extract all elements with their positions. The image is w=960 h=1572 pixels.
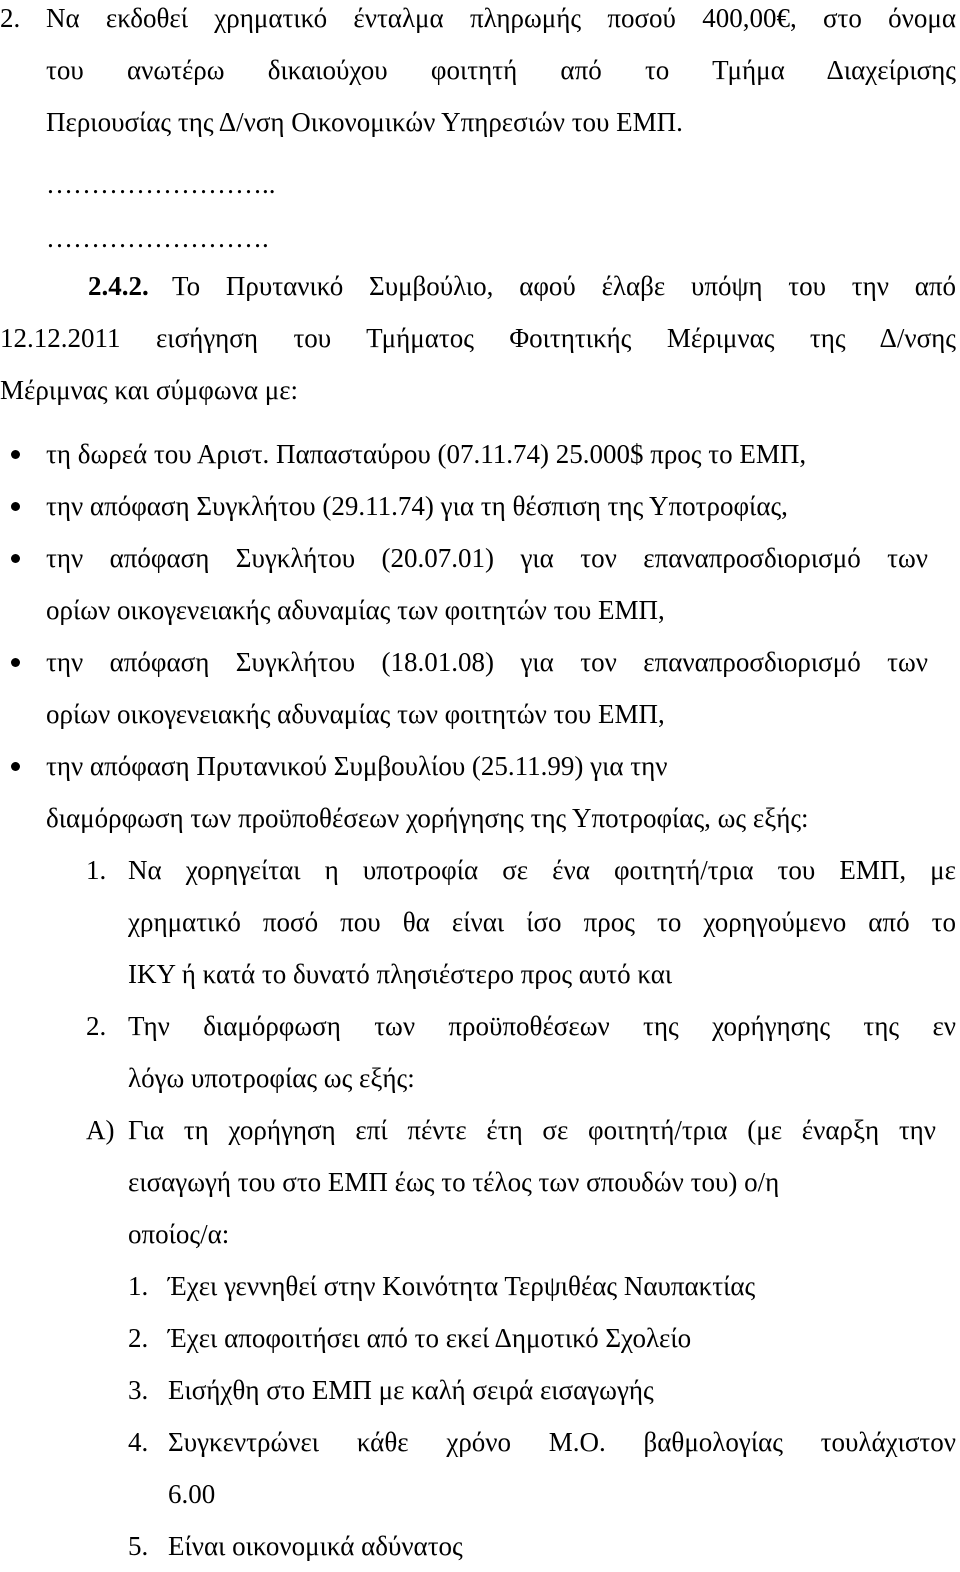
numbered-2-line-2: λόγω υποτροφίας ως εξής:: [128, 1063, 415, 1093]
bullet-icon: [11, 554, 20, 563]
criterion-4-line-2: 6.00: [168, 1479, 216, 1509]
bullet-4-line-1: την απόφαση Συγκλήτου (18.01.08) για τον επαναπροσδιορισμό των: [46, 647, 928, 677]
numbered-2-line-1: Την διαμόρφωση των προϋποθέσεων της χορήγησης της εν: [128, 1011, 956, 1041]
item-a-line-3: οποίος/α:: [128, 1219, 230, 1249]
para-2-line-3: Περιουσίας της Δ/νση Οικονομικών Υπηρεσιών του ΕΜΠ.: [46, 107, 683, 137]
criterion-3-line-1: Εισήχθη στο ΕΜΠ με καλή σειρά εισαγωγής: [168, 1375, 654, 1405]
para-2-line-2: του ανωτέρω δικαιούχου φοιτητή από το Τμήμα Διαχείρισης: [46, 55, 956, 85]
bullet-5-line-1: την απόφαση Πρυτανικού Συμβουλίου (25.11.99) για την: [46, 751, 668, 781]
bullet-4-line-2: ορίων οικογενειακής αδυναμίας των φοιτητών του ΕΜΠ,: [46, 699, 665, 729]
bullet-icon: [11, 502, 20, 511]
dotted-line-2: …………………….: [46, 223, 269, 253]
bullet-icon: [11, 762, 20, 771]
para-2-line-1: Να εκδοθεί χρηματικό ένταλμα πληρωμής ποσού 400,00€, στο όνομα: [46, 3, 956, 33]
bullet-3-line-1: την απόφαση Συγκλήτου (20.07.01) για τον επαναπροσδιορισμό των: [46, 543, 928, 573]
numbered-1-number: 1.: [86, 855, 107, 885]
criterion-1-line-1: Έχει γεννηθεί στην Κοινότητα Τερψιθέας Ναυπακτίας: [168, 1271, 756, 1301]
criterion-3-number: 3.: [128, 1375, 149, 1405]
section-intro-line-2: 12.12.2011 εισήγηση του Τμήματος Φοιτητικής Μέριμνας της Δ/νσης: [0, 323, 956, 353]
bullet-icon: [11, 450, 20, 459]
item-a-line-1: Για τη χορήγηση επί πέντε έτη σε φοιτητή/τρια (με έναρξη την: [128, 1115, 936, 1145]
section-intro-first-line: Το Πρυτανικό Συμβούλιο, αφού έλαβε υπόψη του την από: [172, 271, 956, 301]
para-2-number: 2.: [0, 3, 21, 33]
item-a-label: Α): [86, 1115, 115, 1145]
criterion-4-number: 4.: [128, 1427, 149, 1457]
criterion-5-line-1: Είναι οικονομικά αδύνατος: [168, 1531, 463, 1561]
bullet-icon: [11, 658, 20, 667]
criterion-5-number: 5.: [128, 1531, 149, 1561]
dotted-line-1: ……………………..: [46, 169, 276, 199]
criterion-4-line-1: Συγκεντρώνει κάθε χρόνο Μ.Ο. βαθμολογίας τουλάχιστον: [168, 1427, 956, 1457]
numbered-1-line-3: ΙΚΥ ή κατά το δυνατό πλησιέστερο προς αυτό και: [128, 959, 673, 989]
numbered-1-line-2: χρηματικό ποσό που θα είναι ίσο προς το χορηγούμενο από το: [128, 907, 956, 937]
criterion-2-number: 2.: [128, 1323, 149, 1353]
criterion-2-line-1: Έχει αποφοιτήσει από το εκεί Δημοτικό Σχολείο: [168, 1323, 692, 1353]
item-a-line-2: εισαγωγή του στο ΕΜΠ έως το τέλος των σπουδών του) ο/η: [128, 1167, 780, 1197]
bullet-5-line-2: διαμόρφωση των προϋποθέσεων χορήγησης της Υποτροφίας, ως εξής:: [46, 803, 809, 833]
numbered-1-line-1: Να χορηγείται η υποτροφία σε ένα φοιτητή/τρια του ΕΜΠ, με: [128, 855, 956, 885]
bullet-1-line-1: τη δωρεά του Αριστ. Παπασταύρου (07.11.74) 25.000$ προς το ΕΜΠ,: [46, 439, 807, 469]
section-number-text: 2.4.2.: [88, 271, 149, 301]
bullet-3-line-2: ορίων οικογενειακής αδυναμίας των φοιτητών του ΕΜΠ,: [46, 595, 665, 625]
criterion-1-number: 1.: [128, 1271, 149, 1301]
numbered-2-number: 2.: [86, 1011, 107, 1041]
bullet-2-line-1: την απόφαση Συγκλήτου (29.11.74) για τη θέσπιση της Υποτροφίας,: [46, 491, 788, 521]
section-number: [88, 266, 149, 306]
section-intro-line-3: Μέριμνας και σύμφωνα με:: [0, 375, 299, 405]
